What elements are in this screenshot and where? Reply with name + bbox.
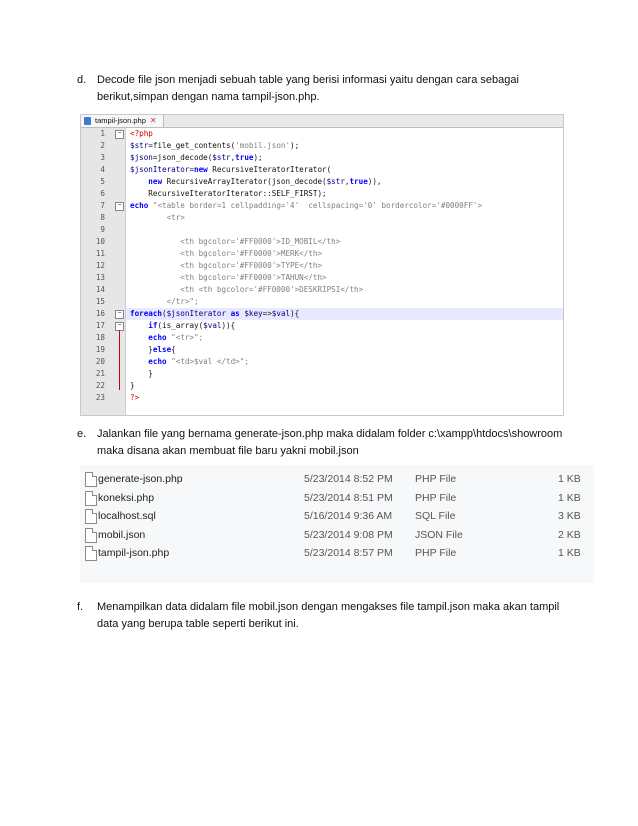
- file-date: 5/23/2014 8:51 PM: [304, 491, 393, 504]
- code-token: [130, 261, 180, 270]
- line-number: 5: [100, 177, 105, 186]
- code-token: }: [130, 345, 153, 354]
- code-token: RecursiveIteratorIterator(: [207, 165, 332, 174]
- code-line: [126, 176, 563, 188]
- code-token: <th bgcolor='#FF0000'>TYPE</th>: [180, 261, 323, 270]
- file-name: koneksi.php: [98, 491, 155, 504]
- line-number: 13: [95, 273, 105, 282]
- code-line: [126, 368, 563, 380]
- code-token: $jsonIterator: [166, 309, 227, 318]
- line-number: 20: [95, 357, 105, 366]
- code-line: [126, 212, 563, 224]
- line-number: 21: [95, 369, 105, 378]
- file-size: 1 KB: [558, 547, 581, 560]
- code-token: "<tr>";: [171, 333, 204, 342]
- file-date: 5/16/2014 9:36 AM: [304, 510, 393, 523]
- code-token: $str: [212, 153, 231, 162]
- code-line: [126, 392, 563, 404]
- file-type: PHP File: [415, 491, 457, 504]
- file-size: 2 KB: [558, 528, 581, 541]
- line-number: 14: [95, 285, 105, 294]
- code-token: true: [235, 153, 254, 162]
- file-size: 1 KB: [558, 491, 581, 504]
- file-name: mobil.json: [98, 528, 146, 541]
- line-number: 2: [100, 141, 105, 150]
- code-line: [126, 344, 563, 356]
- fold-guide: [119, 330, 120, 390]
- code-token: =>: [262, 309, 272, 318]
- code-token: $val: [203, 321, 222, 330]
- code-token: )){: [221, 321, 236, 330]
- list-label: f.: [77, 601, 84, 613]
- code-token: else: [152, 345, 172, 354]
- code-line: [126, 308, 563, 320]
- fold-toggle-icon[interactable]: −: [115, 130, 124, 139]
- paragraph-text: data yang berupa table seperti berikut ini.: [97, 618, 299, 630]
- code-token: if: [148, 321, 158, 330]
- code-token: true: [349, 177, 368, 186]
- code-token: </tr>";: [166, 297, 199, 306]
- line-number: 9: [100, 225, 105, 234]
- line-number: 6: [100, 189, 105, 198]
- line-number: 12: [95, 261, 105, 270]
- line-number: 4: [100, 165, 105, 174]
- code-token: );: [253, 153, 263, 162]
- line-number: 10: [95, 237, 105, 246]
- code-token: <th bgcolor='#FF0000'>ID_MOBIL</th>: [180, 237, 341, 246]
- code-token: =json_decode(: [152, 153, 213, 162]
- list-label: d.: [77, 74, 87, 86]
- list-label: e.: [77, 428, 87, 440]
- code-token: <th <th bgcolor='#FF0000'>DESKRIPSI</th>: [180, 285, 364, 294]
- code-line: [126, 128, 563, 140]
- line-number: 19: [95, 345, 105, 354]
- tab-tampil-json[interactable]: [81, 115, 164, 127]
- code-token: }: [130, 369, 153, 378]
- paragraph-text: maka disana akan membuat file baru yakni mobil.json: [97, 445, 359, 457]
- code-token: RecursiveArrayIterator(json_decode(: [162, 177, 327, 186]
- code-token: $str: [326, 177, 345, 186]
- code-token: 'mobil.json': [235, 141, 291, 150]
- code-line: [126, 224, 563, 236]
- close-icon[interactable]: ✕: [149, 116, 157, 125]
- line-number: 7: [100, 201, 105, 210]
- code-line: [126, 236, 563, 248]
- fold-toggle-icon[interactable]: −: [115, 322, 124, 331]
- line-number: 8: [100, 213, 105, 222]
- code-token: $key: [244, 309, 263, 318]
- code-token: <?php: [130, 129, 153, 138]
- line-number: 3: [100, 153, 105, 162]
- file-type: SQL File: [415, 510, 456, 523]
- paragraph-e: [77, 426, 597, 460]
- code-token: as: [230, 309, 240, 318]
- code-line: [126, 188, 563, 200]
- code-line: [126, 296, 563, 308]
- code-token: $json: [130, 153, 153, 162]
- code-token: =: [189, 165, 195, 174]
- code-token: $jsonIterator: [130, 165, 190, 174]
- code-token: ){: [290, 309, 300, 318]
- code-token: [130, 273, 180, 282]
- code-token: "<td>$val </td>";: [171, 357, 249, 366]
- code-token: ?>: [130, 393, 140, 402]
- code-token: [130, 321, 148, 330]
- code-token: $str: [130, 141, 149, 150]
- file-row[interactable]: [80, 526, 594, 544]
- code-token: echo: [130, 201, 149, 210]
- file-name: generate-json.php: [98, 473, 183, 485]
- file-row[interactable]: [80, 470, 594, 488]
- paragraph-f: [77, 599, 597, 633]
- code-token: new: [148, 177, 163, 186]
- file-type: JSON File: [415, 528, 463, 541]
- line-number: 22: [95, 381, 105, 390]
- code-line: [126, 332, 563, 344]
- file-icon: [85, 491, 97, 506]
- code-token: (: [162, 309, 167, 318]
- code-token: new: [194, 165, 208, 174]
- line-number: 16: [95, 309, 105, 318]
- file-name: tampil-json.php: [98, 547, 170, 560]
- code-line: [126, 320, 563, 332]
- code-line: [126, 380, 563, 392]
- code-line: [126, 284, 563, 296]
- code-token: )),: [367, 177, 382, 186]
- code-token: }: [130, 381, 135, 390]
- code-line: [126, 164, 563, 176]
- line-number-gutter: [81, 128, 126, 415]
- file-date: 5/23/2014 8:57 PM: [304, 547, 393, 560]
- code-token: [130, 249, 180, 258]
- line-number: 11: [95, 249, 105, 258]
- code-line: [126, 140, 563, 152]
- code-token: echo: [148, 333, 167, 342]
- code-token: echo: [148, 357, 167, 366]
- paragraph-text: Menampilkan data didalam file mobil.json dengan mengakses file tampil.json maka akan tampil: [97, 601, 560, 613]
- editor-tab-bar: [81, 115, 563, 128]
- code-token: <tr>: [166, 213, 185, 222]
- fold-toggle-icon[interactable]: −: [115, 310, 124, 319]
- tab-label: tampil-json.php: [95, 116, 146, 125]
- file-size: 1 KB: [558, 473, 581, 485]
- file-type: PHP File: [415, 473, 457, 485]
- code-area[interactable]: [126, 128, 563, 415]
- code-line: [126, 272, 563, 284]
- file-icon: [84, 117, 91, 125]
- file-row[interactable]: [80, 489, 594, 507]
- line-number: 17: [95, 321, 105, 330]
- code-token: [130, 333, 148, 342]
- file-row[interactable]: [80, 544, 594, 562]
- code-token: [130, 177, 148, 186]
- file-icon: [85, 528, 97, 543]
- paragraph-text: Jalankan file yang bernama generate-json.php maka didalam folder c:\xampp\htdocs\showroom: [97, 428, 563, 440]
- file-icon: [85, 546, 97, 561]
- code-line: [126, 260, 563, 272]
- file-date: 5/23/2014 8:52 PM: [304, 473, 393, 485]
- code-token: ,: [344, 177, 350, 186]
- code-line: [126, 200, 563, 212]
- file-icon: [85, 472, 97, 487]
- code-token: [130, 213, 167, 222]
- file-list: [80, 465, 594, 583]
- file-date: 5/23/2014 9:08 PM: [304, 528, 393, 541]
- code-token: RecursiveIteratorIterator::SELF_FIRST);: [130, 189, 327, 198]
- code-token: (is_array(: [157, 321, 204, 330]
- code-token: [130, 285, 180, 294]
- code-line: [126, 248, 563, 260]
- line-number: 1: [100, 129, 105, 138]
- file-type: PHP File: [415, 547, 457, 560]
- code-token: [130, 357, 148, 366]
- file-row[interactable]: [80, 507, 594, 525]
- code-editor-screenshot: [80, 114, 564, 416]
- code-token: <th bgcolor='#FF0000'>TAHUN</th>: [180, 273, 327, 282]
- line-number: 23: [95, 393, 105, 402]
- code-token: "<table border=1 cellpadding='4' cellspacing='0' bordercolor='#0000FF'>: [152, 201, 483, 210]
- code-token: ,: [230, 153, 236, 162]
- code-line: [126, 152, 563, 164]
- paragraph-d: [77, 72, 597, 106]
- code-token: =file_get_contents(: [148, 141, 236, 150]
- code-line: [126, 356, 563, 368]
- line-number: 18: [95, 333, 105, 342]
- file-icon: [85, 509, 97, 524]
- file-name: localhost.sql: [98, 510, 156, 523]
- code-token: [130, 237, 180, 246]
- paragraph-text: Decode file json menjadi sebuah table yang berisi informasi yaitu dengan cara sebagai: [97, 74, 519, 86]
- code-token: );: [290, 141, 300, 150]
- paragraph-text: berikut,simpan dengan nama tampil-json.php.: [97, 91, 320, 103]
- code-token: foreach: [130, 309, 163, 318]
- file-size: 3 KB: [558, 510, 581, 523]
- line-number: 15: [95, 297, 105, 306]
- code-token: [130, 297, 167, 306]
- fold-toggle-icon[interactable]: −: [115, 202, 124, 211]
- code-token: <th bgcolor='#FF0000'>MERK</th>: [180, 249, 323, 258]
- code-token: $val: [271, 309, 291, 318]
- code-token: {: [171, 345, 176, 354]
